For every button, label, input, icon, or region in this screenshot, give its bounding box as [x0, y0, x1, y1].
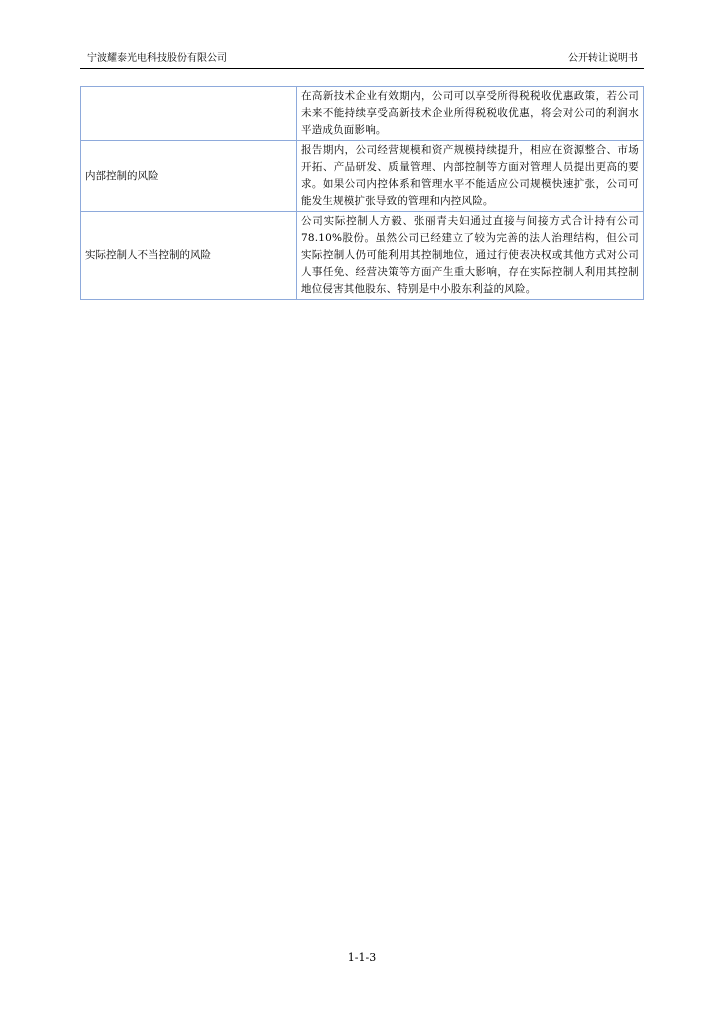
table-row — [81, 212, 644, 300]
risk-name-cell: 实际控制人不当控制的风险 — [81, 212, 297, 300]
table-row — [81, 87, 644, 141]
risk-description-cell: 公司实际控制人方毅、张丽青夫妇通过直接与间接方式合计持有公司 78.10%股份。虽然公司已经建立了较为完善的法人治理结构，但公司实际控制人仍可能利用其控制地位，通过行使表决权或其他方式对公司人事任免、经营决策等方面产生重大影响，存在实际控制人利用其控制地位侵害其他股东、特别是中小股东利益的风险。 — [297, 212, 644, 300]
risk-description-cell: 在高新技术企业有效期内，公司可以享受所得税税收优惠政策，若公司未来不能持续享受高新技术企业所得税税收优惠，将会对公司的利润水平造成负面影响。 — [297, 87, 644, 141]
risk-table — [80, 86, 644, 300]
document-type: 公开转让说明书 — [568, 53, 638, 64]
table-row — [81, 141, 644, 212]
risk-name-cell — [81, 87, 297, 141]
company-name: 宁波耀泰光电科技股份有限公司 — [87, 53, 227, 64]
risk-description-cell: 报告期内，公司经营规模和资产规模持续提升，相应在资源整合、市场开拓、产品研发、质量管理、内部控制等方面对管理人员提出更高的要求。如果公司内控体系和管理水平不能适应公司规模快速扩张，公司可能发生规模扩张导致的管理和内控风险。 — [297, 141, 644, 212]
risk-name-cell: 内部控制的风险 — [81, 141, 297, 212]
page-header — [80, 50, 644, 69]
page-number: 1-1-3 — [347, 951, 377, 964]
